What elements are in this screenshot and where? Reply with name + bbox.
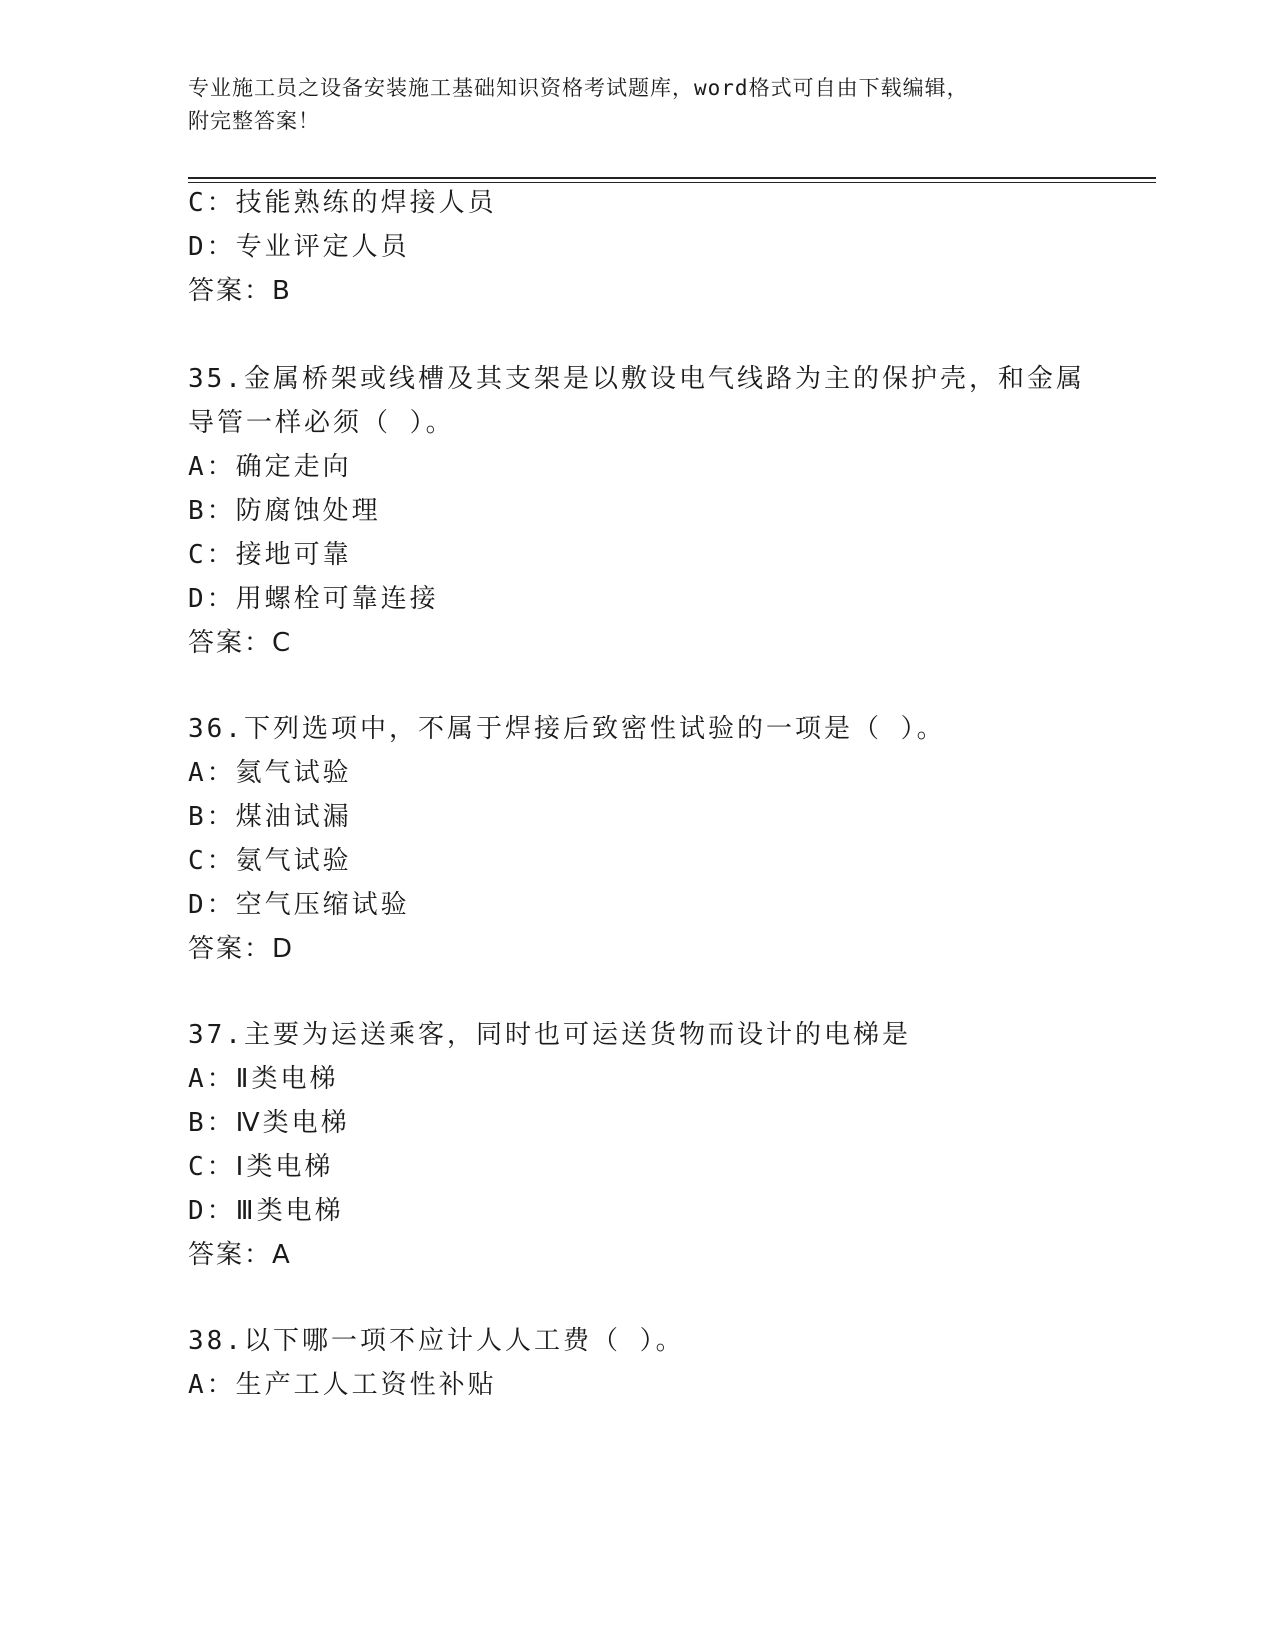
header-line-1: 专业施工员之设备安装施工基础知识资格考试题库，word格式可自由下载编辑， [188,76,969,100]
question-35-option-a: A：确定走向 [188,452,352,482]
question-37-option-b: B：Ⅳ类电梯 [188,1108,350,1138]
question-37-option-c: C：Ⅰ类电梯 [188,1152,334,1182]
question-37-stem: 37.主要为运送乘客，同时也可运送货物而设计的电梯是 [188,1020,911,1050]
question-35-option-d: D：用螺栓可靠连接 [188,584,439,614]
question-36-answer: 答案：D [188,934,295,964]
question-35-stem-line-1: 35.金属桥架或线槽及其支架是以敷设电气线路为主的保护壳，和金属 [188,364,1085,394]
option-d: D：专业评定人员 [188,232,410,262]
question-35-option-b: B：防腐蚀处理 [188,496,381,526]
question-37-option-a: A：Ⅱ类电梯 [188,1064,339,1094]
document-header [188,72,1068,138]
question-38-option-a: A：生产工人工资性补贴 [188,1370,497,1400]
question-35-option-c: C：接地可靠 [188,540,352,570]
question-35-answer: 答案：C [188,628,293,658]
question-36-option-a: A：氦气试验 [188,758,352,788]
question-36-option-c: C：氨气试验 [188,846,352,876]
question-37-option-d: D：Ⅲ类电梯 [188,1196,344,1226]
question-36-stem: 36.下列选项中，不属于焊接后致密性试验的一项是（ ）。 [188,714,946,744]
question-36-option-d: D：空气压缩试验 [188,890,410,920]
option-c: C：技能熟练的焊接人员 [188,188,497,218]
question-37-answer: 答案：A [188,1240,292,1270]
question-38-stem: 38.以下哪一项不应计人人工费（ ）。 [188,1326,685,1356]
header-divider-thick [188,177,1156,179]
question-36-option-b: B：煤油试漏 [188,802,352,832]
header-divider-thin [188,182,1156,183]
question-35-stem-line-2: 导管一样必须（ ）。 [188,408,455,438]
header-line-2: 附完整答案！ [188,109,320,133]
answer: 答案：B [188,276,292,306]
